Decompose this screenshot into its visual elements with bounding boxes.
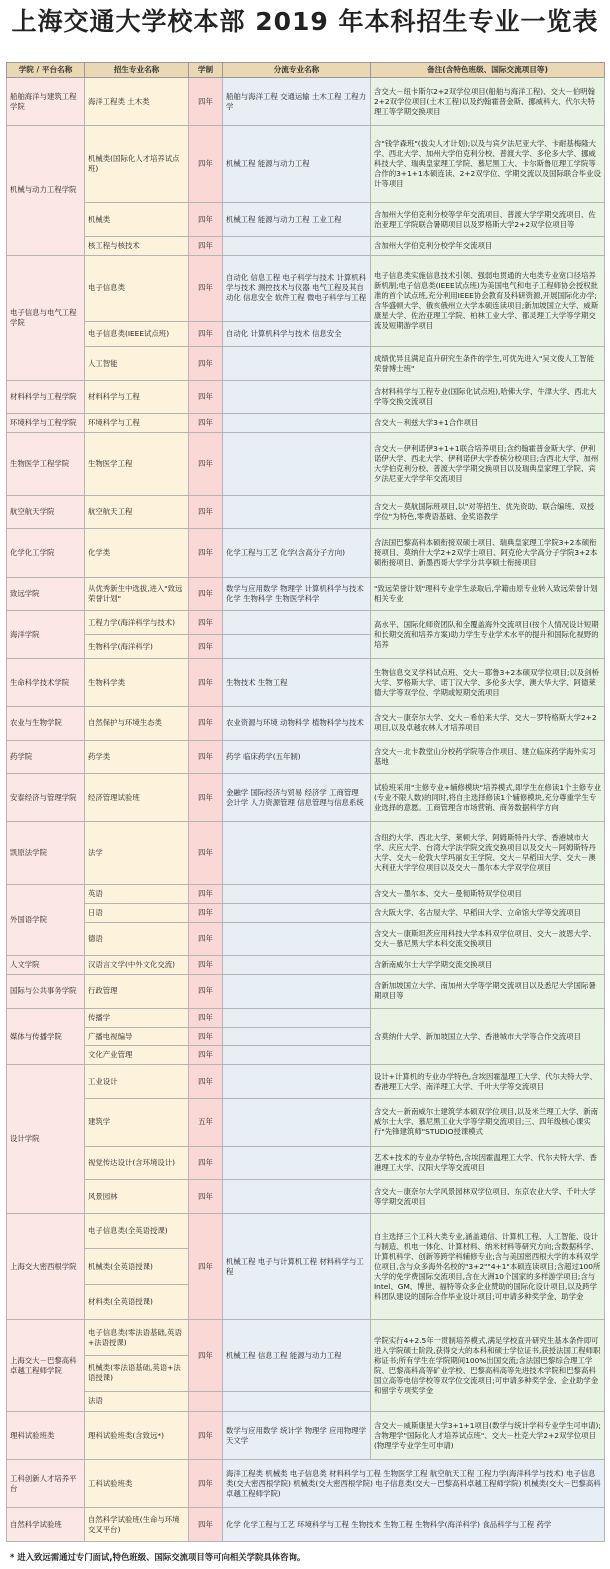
subspecialty-cell: 农业资源与环境 动物科学 植物科学与技术: [223, 707, 371, 741]
duration-cell: 四年: [189, 774, 223, 822]
duration-cell: 四年: [189, 707, 223, 741]
remarks-cell: 含"钱学森班"(拔尖人才计划);以及与宾夕法尼亚大学、卡耐基梅隆大学、西北大学、加州大学伯克利分校、普渡大学、多伦多大学、挪威科技大学、瑞典皇家理工学院、慕尼黑工大、卡尔斯鲁厄理工学院等合作的3+1+1本硕连读、2+2双学位、学期交流以及国际联合毕业设计等项目: [371, 126, 605, 203]
table-row: [7, 659, 605, 707]
subspecialty-cell: [223, 611, 371, 635]
remarks-cell: 学院实行4+2.5年一贯制培养模式,满足学校直升研究生基本条件即可进入学院硕士阶段,获得交大的本科和硕士学位证书,获授法国工程师职称证书;所有学生在学院期间100%出国交流;含法国巴黎综合理工学院、巴黎高科高等矿业学校、巴黎高科高等先进技术学院和巴黎高科国立高等电信学校等双学位交流项目;可申请多种奖学金、企业助学金和留学专项奖学金: [371, 1320, 605, 1412]
major-cell: 文化产业管理: [85, 1046, 189, 1065]
subspecialty-cell: 生物技术 生物工程: [223, 659, 371, 707]
table-row: [7, 1098, 605, 1146]
duration-cell: 四年: [189, 414, 223, 433]
subspecialty-cell: 机械工程 能源与动力工程 工业工程: [223, 203, 371, 237]
major-cell: 电子信息类(零法语基础,英语+法语授课): [85, 1320, 189, 1356]
major-cell: 行政管理: [85, 975, 189, 1009]
college-cell: 化学化工学院: [7, 529, 85, 577]
college-cell: 人文学院: [7, 956, 85, 975]
remarks-cell: 含交大－伊利诺伊3+1+1联合培养项目;含约翰霍普金斯大学、伊利诺伊大学、西北大学、伊利诺伊大学香槟分校项目;含西北大学、加州大学伯克利分校、普渡大学学期交换项目以及瑞典皇家理工学院、宾夕法尼亚大学学年交流项目: [371, 433, 605, 496]
remarks-cell: 含新南威尔士大学学期交流交换项目: [371, 956, 605, 975]
subspecialty-cell: [223, 922, 371, 956]
major-cell: 理科试验班类(含致远*): [85, 1412, 189, 1460]
remarks-cell: 含交大－康斯坦茨应用科技大学本科双学位项目、交大－波恩大学、交大－慕尼黑大学本科交流交换项目: [371, 922, 605, 956]
table-row: [7, 577, 605, 611]
header-college: 学院 / 平台名称: [7, 63, 85, 78]
major-cell: 机械类(全英语授课): [85, 1249, 189, 1284]
college-cell: 工科创新人才培养平台: [7, 1460, 85, 1508]
subspecialty-cell: [223, 380, 371, 414]
duration-cell: 四年: [189, 956, 223, 975]
table-row: [7, 529, 605, 577]
duration-cell: 四年: [189, 1027, 223, 1046]
subspecialty-cell: [223, 975, 371, 1009]
college-cell: 国际与公共事务学院: [7, 975, 85, 1009]
duration-cell: 四年: [189, 1180, 223, 1214]
table-row: [7, 126, 605, 203]
duration-cell: 四年: [189, 884, 223, 903]
duration-cell: 四年: [189, 611, 223, 635]
duration-cell: 四年: [189, 255, 223, 321]
remarks-cell: 含加州大学伯克利分校等学年交流项目、普渡大学学期交流项目、佐治亚理工学院联合暑期项目以及罗格斯大学2+2双学位项目等: [371, 203, 605, 237]
duration-cell: 四年: [189, 1008, 223, 1027]
major-cell: 工业设计: [85, 1065, 189, 1099]
subspecialty-cell: 化学工程与工艺 化学(含高分子方向): [223, 529, 371, 577]
remarks-cell: 自主选择三个工科大类专业,涵盖通信、计算机工程、人工智能、设计与制造、机电一体化、计算材料、纳米材料等研究方向;含数据科学、计算机科学、创新等跨学科辅修专业;含与美国密西根大学的本科双学位项目,含与众多海外名校的"3+2""4+1"本硕连读项目;含超过100所大学的免学费国际交流项目,含在大洲10个国家的多样游学项目;含与Intel、GM、博世、福特等众多企业赞助的国际化设计项目,以及跨学科团队建设的国际合作毕业设计项目;可申请多种奖学金、助学金: [371, 1213, 605, 1319]
remarks-cell: 电子信息类实施信息技术引领、强弱电贯通的大电类专业宽口径培养新机制;电子信息类(IEEE试点班)为美国电气和电子工程师协会授权批准的首个试点班,充分利用IEEE协会教育及科研资源,开展国际化办学;含华盛顿大学、俄亥俄州立大学本硕连读项目;新加坡国立大学、威斯康星大学、佐治亚理工学院、柏林工业大学、都灵理工大学等学期交流及短期游学项目: [371, 255, 605, 347]
duration-cell: [189, 1391, 223, 1411]
duration-cell: 四年: [189, 380, 223, 414]
subspecialty-cell: [223, 822, 371, 885]
table-row: [7, 1065, 605, 1099]
remarks-cell: 含法国巴黎高科本硕衔接双硕士项目、瑞典皇家理工学院3+2本硕衔接项目、莫纳什大学2+2双学士项目、阿克伦大学高分子学院3+2本硕衔接项目、新墨西哥大学学分共享硕士衔接项目: [371, 529, 605, 577]
subspecialty-cell: 化学 化学工程与工艺 环境科学与工程 生物技术 生物工程 生物科学(海洋科学) 食品科学与工程 药学: [223, 1508, 605, 1542]
college-cell: 航空航天学院: [7, 495, 85, 529]
major-cell: 法学: [85, 822, 189, 885]
subspecialty-cell: [223, 884, 371, 903]
duration-cell: 四年: [189, 1320, 223, 1392]
duration-cell: 四年: [189, 1146, 223, 1180]
major-cell: 传播学: [85, 1008, 189, 1027]
duration-cell: 四年: [189, 1460, 223, 1508]
duration-cell: 四年: [189, 236, 223, 255]
college-cell: 生命科学技术学院: [7, 659, 85, 707]
major-cell: 自然保护与环境生态类: [85, 707, 189, 741]
table-row: [7, 740, 605, 774]
subspecialty-cell: 数学与应用数学 物理学 计算机科学与技术 化学 生物科学 生物医学科学: [223, 577, 371, 611]
college-cell: 农业与生物学院: [7, 707, 85, 741]
major-cell: 自然科学试验班(生命与环境交叉平台): [85, 1508, 189, 1542]
college-cell: 电子信息与电气工程学院: [7, 255, 85, 380]
table-row: [7, 956, 605, 975]
remarks-cell: 含交大－新南威尔士建筑学本硕双学位项目,以及米兰理工大学、新南威尔士大学、慕尼黑工业大学等学期交流项目;三、四年级核心课实行"先锋建筑师"STUDIO授课模式: [371, 1098, 605, 1146]
duration-cell: 四年: [189, 1412, 223, 1460]
college-cell: 上海交大密西根学院: [7, 1213, 85, 1319]
major-cell: 英语: [85, 884, 189, 903]
major-cell: 材料类(全英语授课): [85, 1284, 189, 1319]
major-cell: 德语: [85, 922, 189, 956]
subspecialty-cell: [223, 1027, 371, 1046]
remarks-cell: 生物信息交叉学科试点班、交大－耶鲁3+2本硕双学位项目;以及剑桥大学、罗格斯大学、诺丁汉大学、多伦多大学、澳大华大学、阿德莱德大学等双学位、学期或短期交流项目: [371, 659, 605, 707]
remarks-cell: 含交大－利兹大学3+1合作项目: [371, 414, 605, 433]
subspecialty-cell: 自动化 计算机科学与技术 信息安全: [223, 321, 371, 347]
duration-cell: 四年: [189, 78, 223, 126]
table-row: [7, 236, 605, 255]
subspecialty-cell: [223, 1146, 371, 1180]
duration-cell: 四年: [189, 635, 223, 659]
subspecialty-cell: 数学与应用数学 统计学 物理学 应用物理学 天文学: [223, 1412, 371, 1460]
duration-cell: 四年: [189, 922, 223, 956]
major-cell: 经济管理试验班: [85, 774, 189, 822]
duration-cell: 四年: [189, 1213, 223, 1319]
remarks-cell: 成绩优异且满足直升研究生条件的学生,可优先进入"吴文俊人工智能荣誉博士班": [371, 347, 605, 381]
table-row: [7, 380, 605, 414]
college-cell: 药学院: [7, 740, 85, 774]
table-row: [7, 203, 605, 237]
subspecialty-cell: 机械工程 能源与动力工程: [223, 126, 371, 203]
college-cell: 上海交大－巴黎高科卓越工程师学院: [7, 1320, 85, 1412]
subspecialty-cell: [223, 1065, 371, 1099]
remarks-cell: 含大阪大学、名古屋大学、早稻田大学、立命馆大学等交流项目: [371, 903, 605, 922]
remarks-cell: 含纽约大学、西北大学、莱顿大学、阿姆斯特丹大学、香港城市大学、庆应大学、台湾大学法学院交流交换项目以及交大－阿姆斯特丹大学、交大－伦敦大学玛丽女王学院、交大－早稻田大学、交大－澳大利亚大学学位项目以及交大－墨尔本大学双学位项目: [371, 822, 605, 885]
major-cell: 风景园林: [85, 1180, 189, 1214]
subspecialty-cell: [223, 347, 371, 381]
subspecialty-cell: [223, 495, 371, 529]
table-row: [7, 255, 605, 321]
header-remarks: 备注(含特色班级、国际交流项目等): [371, 63, 605, 78]
duration-cell: 四年: [189, 495, 223, 529]
major-cell: 从优秀新生中选拔,进入"致远荣誉计划": [85, 577, 189, 611]
subspecialty-cell: 药学 临床药学(五年制): [223, 740, 371, 774]
college-cell: 安泰经济与管理学院: [7, 774, 85, 822]
table-row: [7, 707, 605, 741]
college-cell: 生物医学工程学院: [7, 433, 85, 496]
subspecialty-cell: [223, 956, 371, 975]
subspecialty-cell: 金融学 国际经济与贸易 经济学 工商管理 会计学 人力资源管理 信息管理与信息系统: [223, 774, 371, 822]
header-major: 招生专业名称: [85, 63, 189, 78]
college-cell: 材料科学与工程学院: [7, 380, 85, 414]
table-row: [7, 1180, 605, 1214]
table-row: [7, 1146, 605, 1180]
remarks-cell: 设计+计算机的专业办学特色,含埃因霍温理工大学、代尔夫特大学、香港理工大学、南洋理工大学、千叶大学等交流项目: [371, 1065, 605, 1099]
duration-cell: 四年: [189, 126, 223, 203]
major-cell: 视觉传达设计(含环境设计): [85, 1146, 189, 1180]
remarks-cell: 含加州大学伯克利分校学年交流项目: [371, 236, 605, 255]
subspecialty-cell: 自动化 信息工程 电子科学与技术 计算机科学与技术 测控技术与仪器 电气工程及其自动化 信息安全 软件工程 微电子科学与工程: [223, 255, 371, 321]
remarks-cell: 含交大－纽卡斯尔2+2双学位项目(船舶与海洋工程)、交大－伯明翰2+2双学位项目(土木工程)以及约翰霍普金斯、挪威科大、代尔夫特理工等学期交换项目: [371, 78, 605, 126]
major-cell: 航空航天工程: [85, 495, 189, 529]
major-cell: 机械类(零法语基础,英语+法语授课): [85, 1356, 189, 1392]
table-row: [7, 347, 605, 381]
remarks-cell: 含交大－莫航国际班项目,以"对等招生、优先资助、联合编班、双授学位"为特色,零费语基础、金奖语教学: [371, 495, 605, 529]
table-row: [7, 884, 605, 903]
table-row: [7, 822, 605, 885]
duration-cell: 四年: [189, 822, 223, 885]
major-cell: 海洋工程类 土木类: [85, 78, 189, 126]
college-cell: 机械与动力工程学院: [7, 126, 85, 256]
subspecialty-cell: 船舶与海洋工程 交通运输 土木工程 工程力学: [223, 78, 371, 126]
duration-cell: 四年: [189, 1046, 223, 1065]
major-cell: 建筑学: [85, 1098, 189, 1146]
remarks-cell: 含莫纳什大学、新加坡国立大学、香港城市大学等合作交流项目: [371, 1008, 605, 1065]
table-row: [7, 495, 605, 529]
remarks-cell: 含交大－北卡教堂山分校药学院等合作项目、建立临床药学海外实习基地: [371, 740, 605, 774]
college-cell: 理科试验班类: [7, 1412, 85, 1460]
major-cell: 生物科学类: [85, 659, 189, 707]
major-cell: 人工智能: [85, 347, 189, 381]
duration-cell: 四年: [189, 975, 223, 1009]
remarks-cell: 含材料科学与工程专业(国际化试点班),哈佛大学、牛津大学、西北大学等交换交流项目: [371, 380, 605, 414]
duration-cell: 四年: [189, 577, 223, 611]
page-title: 上海交通大学校本部 2019 年本科招生专业一览表: [11, 7, 599, 36]
table-row: [7, 1460, 605, 1508]
major-cell: 广播电视编导: [85, 1027, 189, 1046]
subspecialty-cell: [223, 1098, 371, 1146]
duration-cell: 五年: [189, 1098, 223, 1146]
header-duration: 学制: [189, 63, 223, 78]
remarks-cell: 含交大－威斯康星大学3+1+1项目(数学与统计学科专业学生可申请);含物理学"国际化人才培养试点班"、交大－杜克大学2+2双学位项目(物理学专业学生可申请): [371, 1412, 605, 1460]
college-cell: 设计学院: [7, 1065, 85, 1214]
remarks-cell: 艺术+技术的专业办学特色,含埃因霍温理工大学、代尔夫特大学、香港理工大学、汉阳大学等交流项目: [371, 1146, 605, 1180]
subspecialty-cell: [223, 1046, 371, 1065]
remarks-cell: 含交大－康奈尔大学、交大－希伯来大学、交大－罗特格斯大学2+2项目,以及卓越农林人才培养项目: [371, 707, 605, 741]
remarks-cell: 试验班采用"主修专业+辅修模块"培养模式,即学生在修读1个主修专业(专业不限人数)的同时,将自主选择修读1个辅修模块,充分尊重学生专业选择的意愿。工商管理含市场营销、商务数据科学方向: [371, 774, 605, 822]
table-row: [7, 1320, 605, 1356]
college-cell: 致远学院: [7, 577, 85, 611]
duration-cell: 四年: [189, 659, 223, 707]
footnote: * 进入致远需通过专门面试,特色班级、国际交流项目等可向相关学院具体咨询。: [10, 1552, 306, 1562]
subspecialty-cell: [223, 635, 371, 659]
college-cell: 外国语学院: [7, 884, 85, 955]
major-cell: 材料科学与工程: [85, 380, 189, 414]
college-cell: 自然科学试验班: [7, 1508, 85, 1542]
remarks-cell: 含交大－康奈尔大学风景园林双学位项目、东京农业大学、千叶大学等学期交流项目: [371, 1180, 605, 1214]
duration-cell: 四年: [189, 433, 223, 496]
subspecialty-cell: 海洋工程类 机械类 电子信息类 材料科学与工程 生物医学工程 航空航天工程 工程力学(海洋科学与技术) 电子信息类(交大密西根学院) 机械类(交大密西根学院) 电子信息类(交大－巴黎高科卓越工程师学院) 机械类(交大－巴黎高科卓越工程师学院): [223, 1460, 605, 1508]
table-row: [7, 774, 605, 822]
remarks-cell: 含交大－墨尔本、交大－曼彻斯特双学位项目: [371, 884, 605, 903]
major-cell: 汉语言文学(中外文化交流): [85, 956, 189, 975]
duration-cell: 四年: [189, 529, 223, 577]
major-cell: 核工程与核技术: [85, 236, 189, 255]
table-row: [7, 1508, 605, 1542]
table-body: [7, 78, 605, 1542]
duration-cell: 四年: [189, 903, 223, 922]
college-cell: 环境科学与工程学院: [7, 414, 85, 433]
college-cell: 凯原法学院: [7, 822, 85, 885]
subspecialty-cell: [223, 414, 371, 433]
table-row: [7, 1008, 605, 1027]
table-header-row: [7, 63, 605, 78]
major-cell: 环境科学与工程: [85, 414, 189, 433]
remarks-cell: "致远荣誉计划"理科专业学生录取后,学籍由原专业转入致远荣誉计划相关专业: [371, 577, 605, 611]
subspecialty-cell: 机械工程 电子与计算机工程 材料科学与工程: [223, 1213, 371, 1319]
subspecialty-cell: [223, 236, 371, 255]
duration-cell: 四年: [189, 1065, 223, 1099]
college-cell: 船舶海洋与建筑工程学院: [7, 78, 85, 126]
major-cell: 电子信息类(IEEE试点班): [85, 321, 189, 347]
major-cell: 电子信息类(全英语授课): [85, 1213, 189, 1248]
duration-cell: 四年: [189, 1508, 223, 1542]
subspecialty-cell: [223, 1008, 371, 1027]
major-cell: 生物科学(海洋科学): [85, 635, 189, 659]
header-subspecialty: 分流专业名称: [223, 63, 371, 78]
duration-cell: 四年: [189, 321, 223, 347]
major-cell: 机械类: [85, 203, 189, 237]
major-cell: 日语: [85, 903, 189, 922]
major-cell: 化学类: [85, 529, 189, 577]
duration-cell: 四年: [189, 347, 223, 381]
major-cell: 法语: [85, 1391, 189, 1411]
duration-cell: 四年: [189, 203, 223, 237]
table-row: [7, 922, 605, 956]
major-table: [6, 62, 605, 1542]
remarks-cell: 高水平、国际化师资团队和全覆盖海外交流项目(按个人情况设计短期和长期交流和培养方案)助力学生专业学术水平的提升和国际化视野的培养: [371, 611, 605, 659]
table-row: [7, 1412, 605, 1460]
table-row: [7, 414, 605, 433]
college-cell: 海洋学院: [7, 611, 85, 659]
major-cell: 生物医学工程: [85, 433, 189, 496]
table-row: [7, 433, 605, 496]
table-row: [7, 611, 605, 635]
major-cell: 电子信息类: [85, 255, 189, 321]
major-cell: 机械类(国际化人才培养试点班): [85, 126, 189, 203]
subspecialty-cell: [223, 903, 371, 922]
duration-cell: 四年: [189, 740, 223, 774]
table-row: [7, 78, 605, 126]
subspecialty-cell: [223, 1391, 371, 1411]
college-cell: 媒体与传播学院: [7, 1008, 85, 1065]
subspecialty-cell: [223, 433, 371, 496]
subspecialty-cell: 机械工程 信息工程 能源与动力工程: [223, 1320, 371, 1392]
subspecialty-cell: [223, 1180, 371, 1214]
remarks-cell: 含新加坡国立大学、南加州大学等学期交流项目以及悉尼大学国际暑期项目等: [371, 975, 605, 1009]
table-row: [7, 975, 605, 1009]
major-cell: 工科试验班类: [85, 1460, 189, 1508]
table-row: [7, 1213, 605, 1248]
major-cell: 工程力学(海洋科学与技术): [85, 611, 189, 635]
table-row: [7, 903, 605, 922]
major-cell: 药学类: [85, 740, 189, 774]
